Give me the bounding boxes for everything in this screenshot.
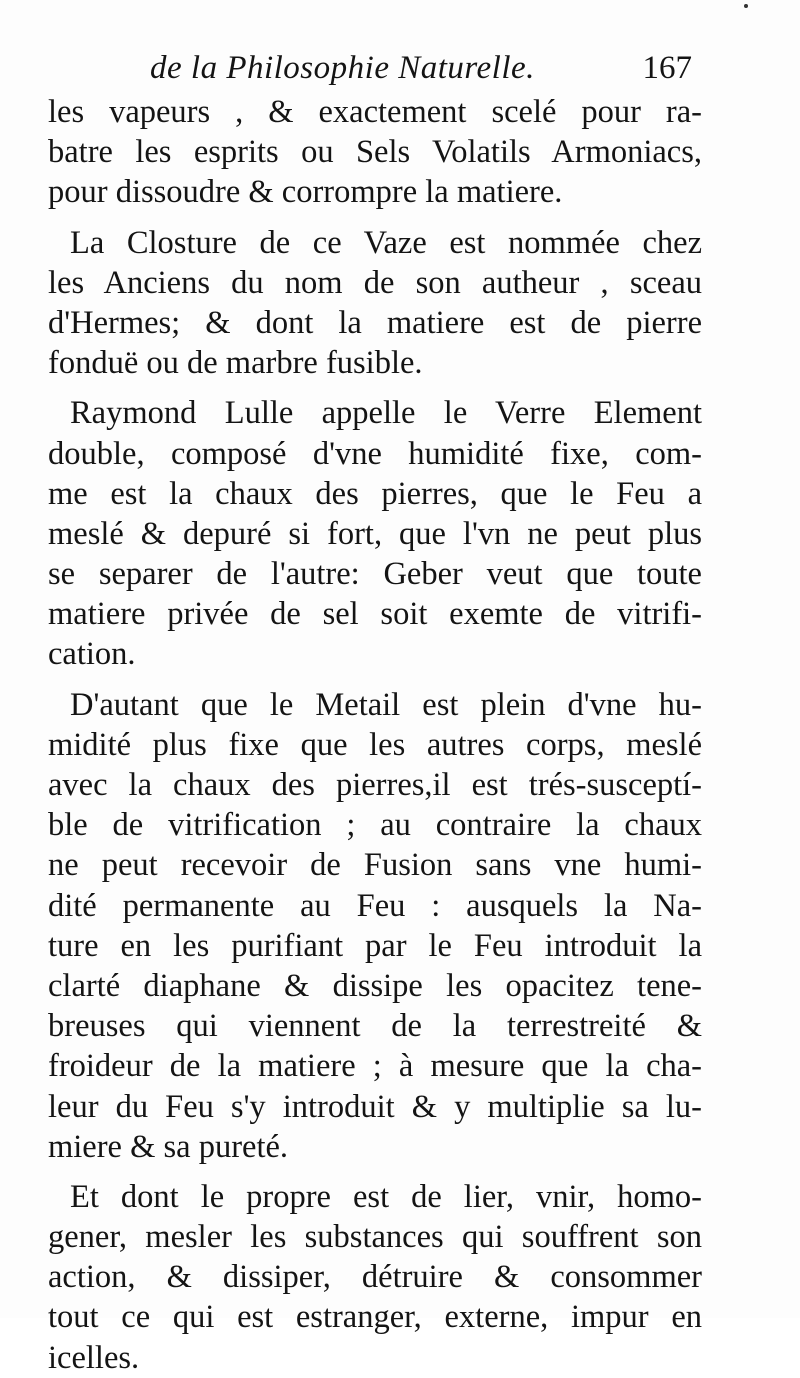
text-line: meslé & depuré si fort, que l'vn ne peut plus	[48, 515, 702, 552]
text-line: dité permanente au Feu : ausquels la Na-	[48, 887, 702, 924]
text-line: icelles.	[48, 1339, 140, 1376]
text-line: les vapeurs , & exactement scelé pour ra-	[48, 94, 702, 130]
text-line: Raymond Lulle appelle le Verre Element	[70, 395, 702, 432]
paragraph-2	[48, 223, 702, 384]
text-line: La Closture de ce Vaze est nommée chez	[70, 224, 702, 261]
text-line: miere & sa pureté.	[48, 1128, 289, 1165]
text-line: les Anciens du nom de son autheur , sceau	[48, 264, 702, 301]
text-line: fonduë ou de marbre fusible.	[48, 345, 423, 382]
text-line: ble de vitrification ; au contraire la chaux	[48, 807, 702, 844]
text-line: froideur de la matiere ; à mesure que la cha-	[48, 1048, 702, 1085]
text-line: D'autant que le Metail est plein d'vne hu-	[70, 686, 702, 723]
text-line: pour dissoudre & corrompre la matiere.	[48, 174, 563, 211]
text-line: breuses qui viennent de la terrestreité &	[48, 1008, 702, 1045]
text-line: cation.	[48, 636, 136, 673]
text-line: batre les esprits ou Sels Volatils Armoniacs,	[48, 134, 702, 171]
text-line: midité plus fixe que les autres corps, meslé	[48, 726, 702, 763]
text-line: matiere privée de sel soit exemte de vitrifi-	[48, 596, 702, 633]
ink-speck	[744, 4, 748, 8]
text-line: Et dont le propre est de lier, vnir, homo-	[70, 1178, 702, 1215]
text-line: d'Hermes; & dont la matiere est de pierre	[48, 304, 702, 341]
paragraph-5	[48, 1177, 702, 1378]
page-number: 167	[642, 50, 692, 86]
paragraph-1	[48, 92, 702, 213]
paragraph-4	[48, 685, 702, 1167]
running-title: de la Philosophie Naturelle.	[150, 50, 535, 86]
text-line: clarté diaphane & dissipe les opacitez tene-	[48, 967, 702, 1004]
body-text	[48, 92, 702, 1378]
page-header	[150, 50, 710, 94]
text-line: ne peut recevoir de Fusion sans vne humi-	[48, 847, 702, 884]
text-line: me est la chaux des pierres, que le Feu a	[48, 475, 702, 512]
text-line: gener, mesler les substances qui souffrent son	[48, 1219, 702, 1256]
text-line: leur du Feu s'y introduit & y multiplie sa lu-	[48, 1088, 702, 1125]
text-line: ture en les purifiant par le Feu introduit la	[48, 927, 702, 964]
paragraph-3	[48, 393, 702, 674]
text-line: se separer de l'autre: Geber veut que toute	[48, 556, 702, 593]
text-line: tout ce qui est estranger, externe, impur en	[48, 1299, 702, 1336]
text-line: double, composé d'vne humidité fixe, com-	[48, 435, 702, 472]
text-line: avec la chaux des pierres,il est trés-susceptí-	[48, 767, 702, 803]
text-line: action, & dissiper, détruire & consommer	[48, 1259, 702, 1296]
